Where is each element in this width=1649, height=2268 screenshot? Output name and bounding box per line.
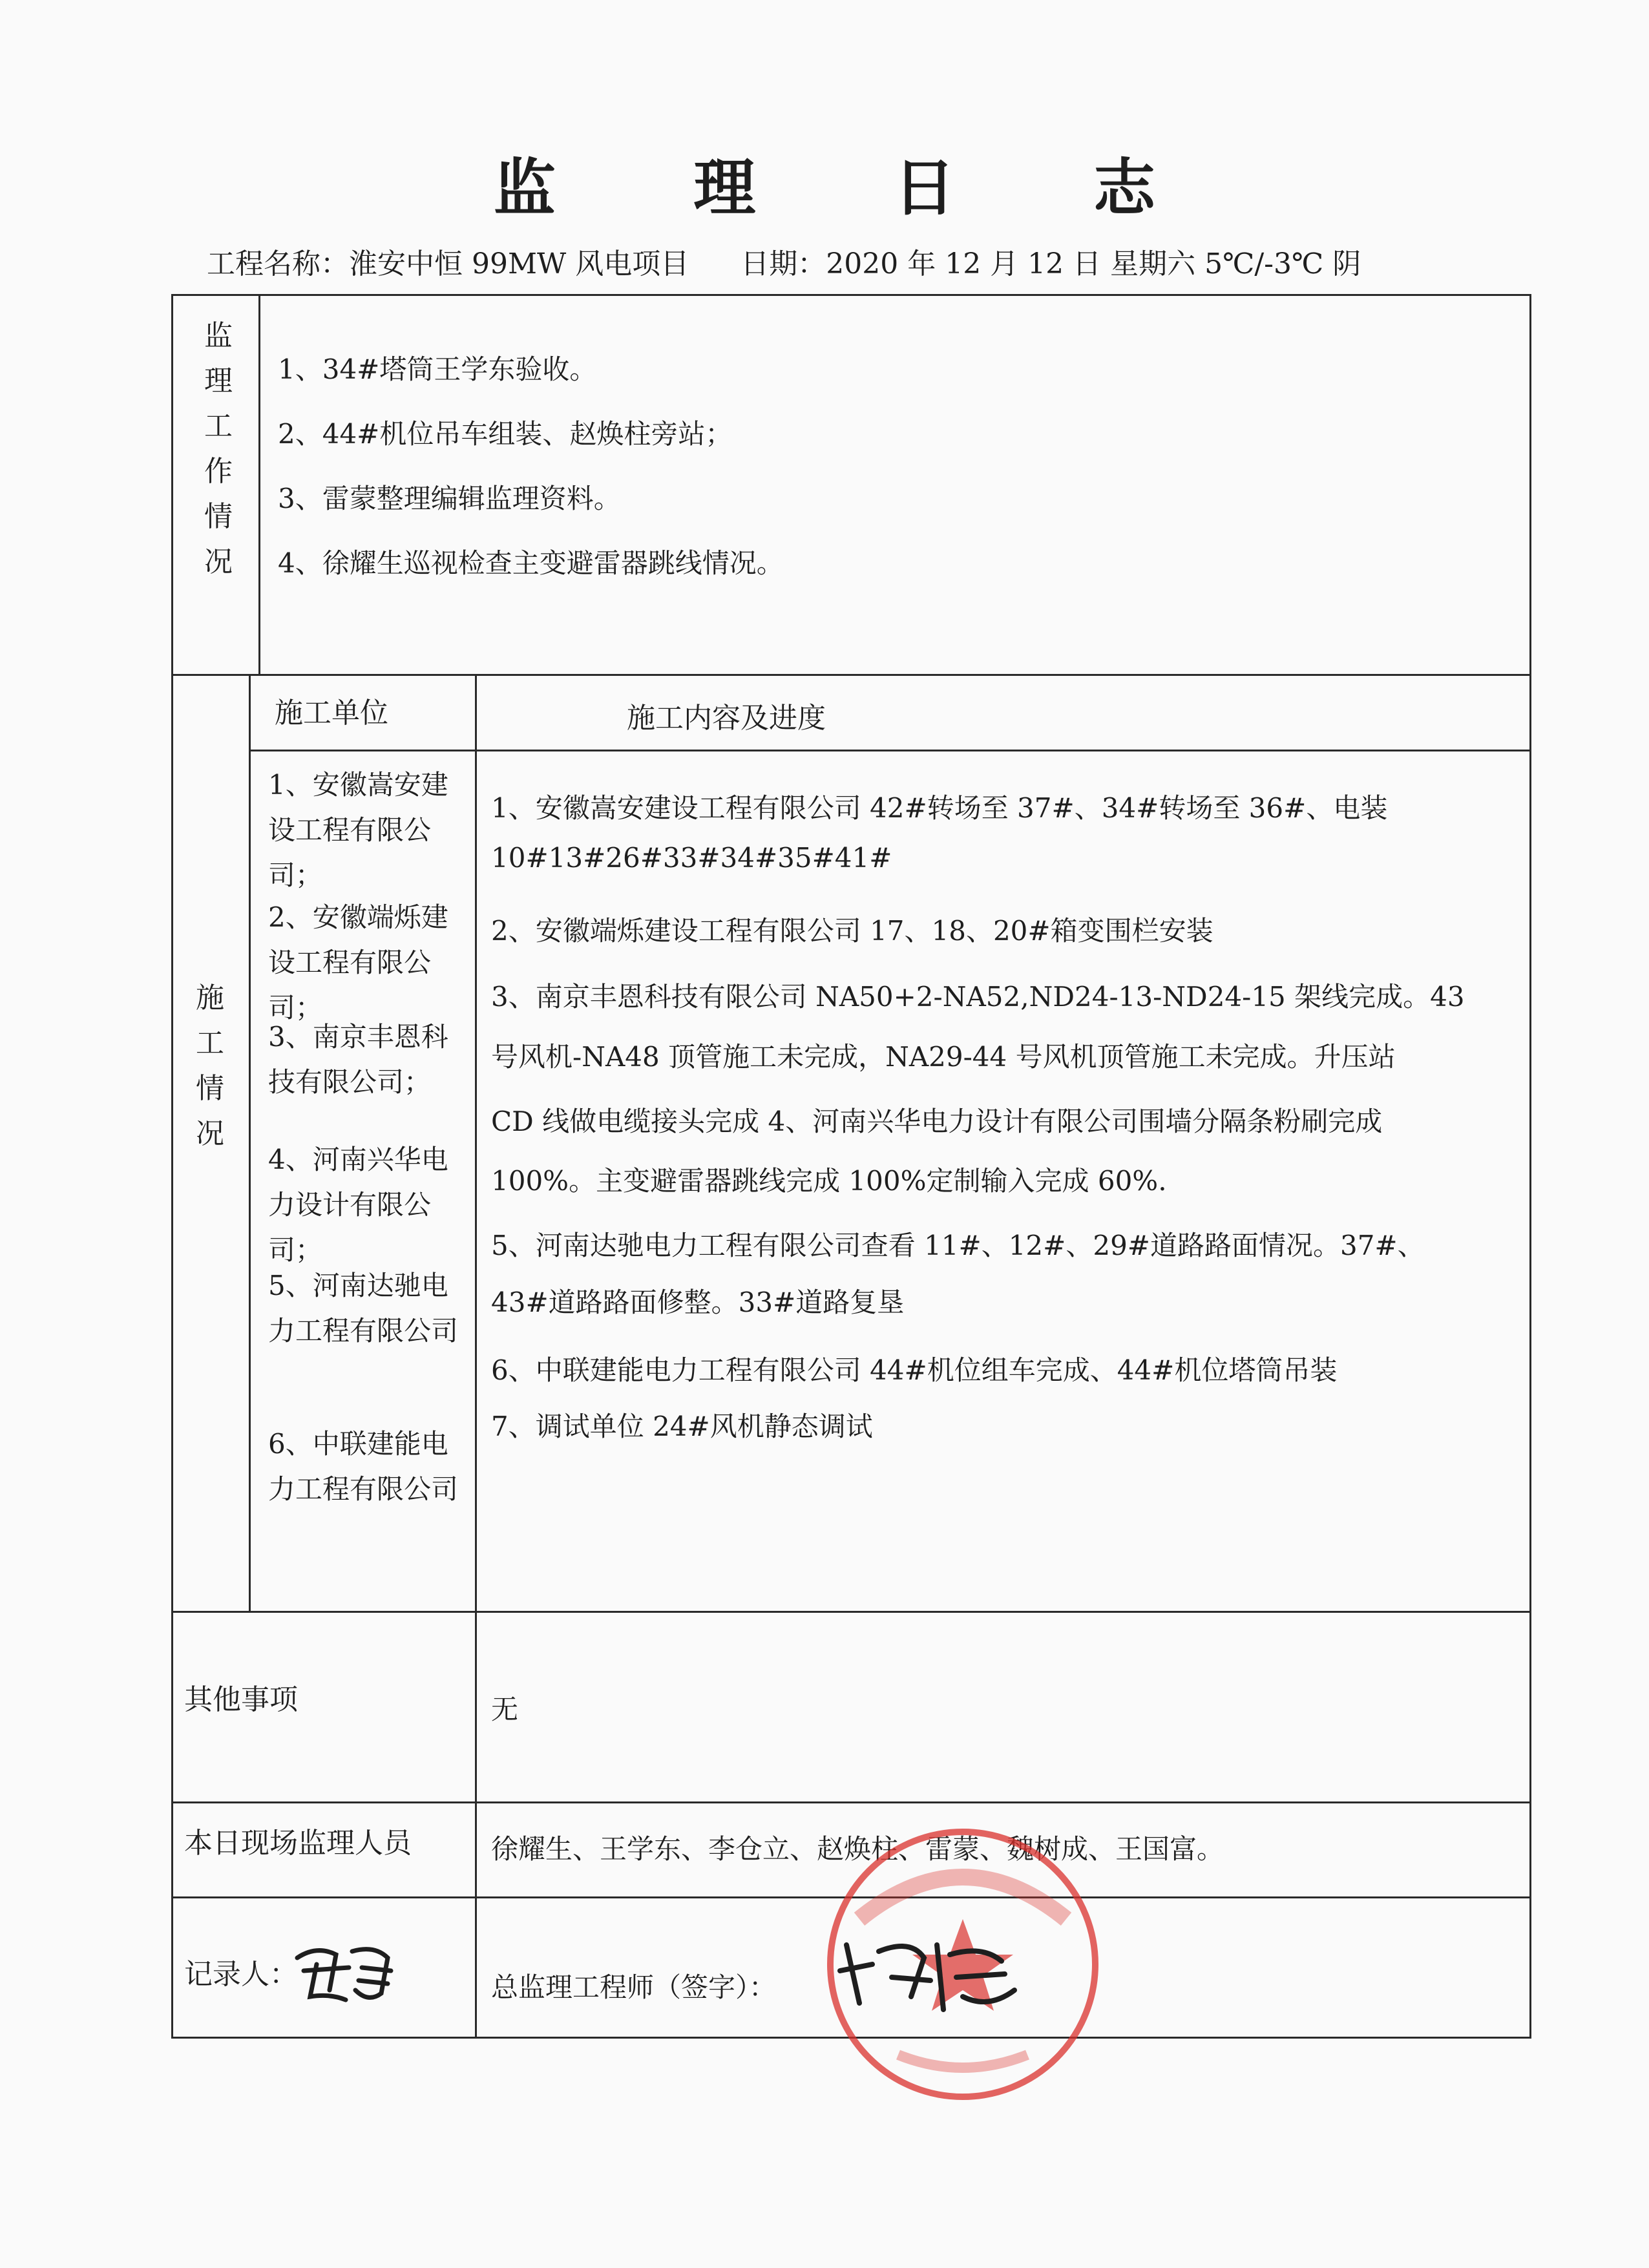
project-name: 淮安中恒 99MW 风电项目 [349, 247, 689, 280]
content-line: 6、中联建能电力工程有限公司 44#机位组车完成、44#机位塔筒吊装 [491, 1354, 1338, 1386]
content-line: 10#13#26#33#34#35#41# [491, 842, 892, 874]
supervision-item: 1、34#塔筒王学东验收。 [278, 353, 597, 385]
staff-label: 本日现场监理人员 [184, 1827, 412, 1860]
date-value: 2020 年 12 月 12 日 [826, 247, 1102, 280]
other-value: 无 [491, 1694, 519, 1725]
supervision-item: 2、44#机位吊车组装、赵焕柱旁站； [278, 418, 733, 450]
supervision-item: 3、雷蒙整理编辑监理资料。 [278, 483, 621, 514]
content-line: 100%。主变避雷器跳线完成 100%定制输入完成 60%. [491, 1165, 1167, 1197]
chief-label: 总监理工程师（签字）： [491, 1971, 777, 2003]
unit-item: 3、南京丰恩科技有限公司； [268, 1021, 448, 1098]
project-label: 工程名称： [207, 247, 349, 280]
weekday: 星期六 [1110, 247, 1196, 280]
recorder-label: 记录人： [184, 1958, 298, 1991]
page-title: 监 理 日 志 [493, 152, 1214, 224]
content-line: 号风机-NA48 顶管施工未完成，NA29-44 号风机顶管施工未完成。升压站 [491, 1041, 1396, 1073]
date-label: 日期： [740, 247, 826, 280]
chief-signature [834, 1926, 1027, 2022]
unit-item: 1、安徽嵩安建设工程有限公司； [268, 769, 448, 891]
content-line: 3、南京丰恩科技有限公司 NA50+2-NA52,ND24-13-ND24-15 架线完成。43 [491, 981, 1465, 1013]
supervision-label: 监理工作情况 [204, 319, 233, 578]
content-line: 7、调试单位 24#风机静态调试 [491, 1411, 873, 1442]
weather: 阴 [1332, 247, 1361, 280]
header-line [207, 240, 1361, 282]
unit-item: 2、安徽端烁建设工程有限公司； [268, 901, 448, 1024]
supervision-item: 4、徐耀生巡视检查主变避雷器跳线情况。 [278, 547, 784, 579]
content-line: 5、河南达驰电力工程有限公司查看 11#、12#、29#道路路面情况。37#、 [491, 1230, 1425, 1261]
content-line: 43#道路路面修整。33#道路复垦 [491, 1286, 905, 1318]
content-line: 1、安徽嵩安建设工程有限公司 42#转场至 37#、34#转场至 36#、电装 [491, 792, 1388, 824]
content-line: 2、安徽端烁建设工程有限公司 17、18、20#箱变围栏安装 [491, 915, 1213, 947]
other-label: 其他事项 [184, 1683, 298, 1716]
recorder-signature [291, 1932, 401, 2010]
staff-value: 徐耀生、王学东、李仓立、赵焕柱、雷蒙、魏树成、王国富。 [491, 1833, 1224, 1865]
content-line: CD 线做电缆接头完成 4、河南兴华电力设计有限公司围墙分隔条粉刷完成 [491, 1106, 1383, 1137]
construction-label: 施工情况 [196, 982, 224, 1150]
col-header-content: 施工内容及进度 [627, 702, 826, 735]
unit-item: 4、河南兴华电力设计有限公司； [268, 1144, 448, 1266]
unit-item: 6、中联建能电力工程有限公司 [268, 1428, 459, 1505]
temperature: 5℃/-3℃ [1204, 247, 1324, 280]
unit-item: 5、河南达驰电力工程有限公司 [268, 1270, 459, 1347]
col-header-unit: 施工单位 [275, 697, 388, 730]
